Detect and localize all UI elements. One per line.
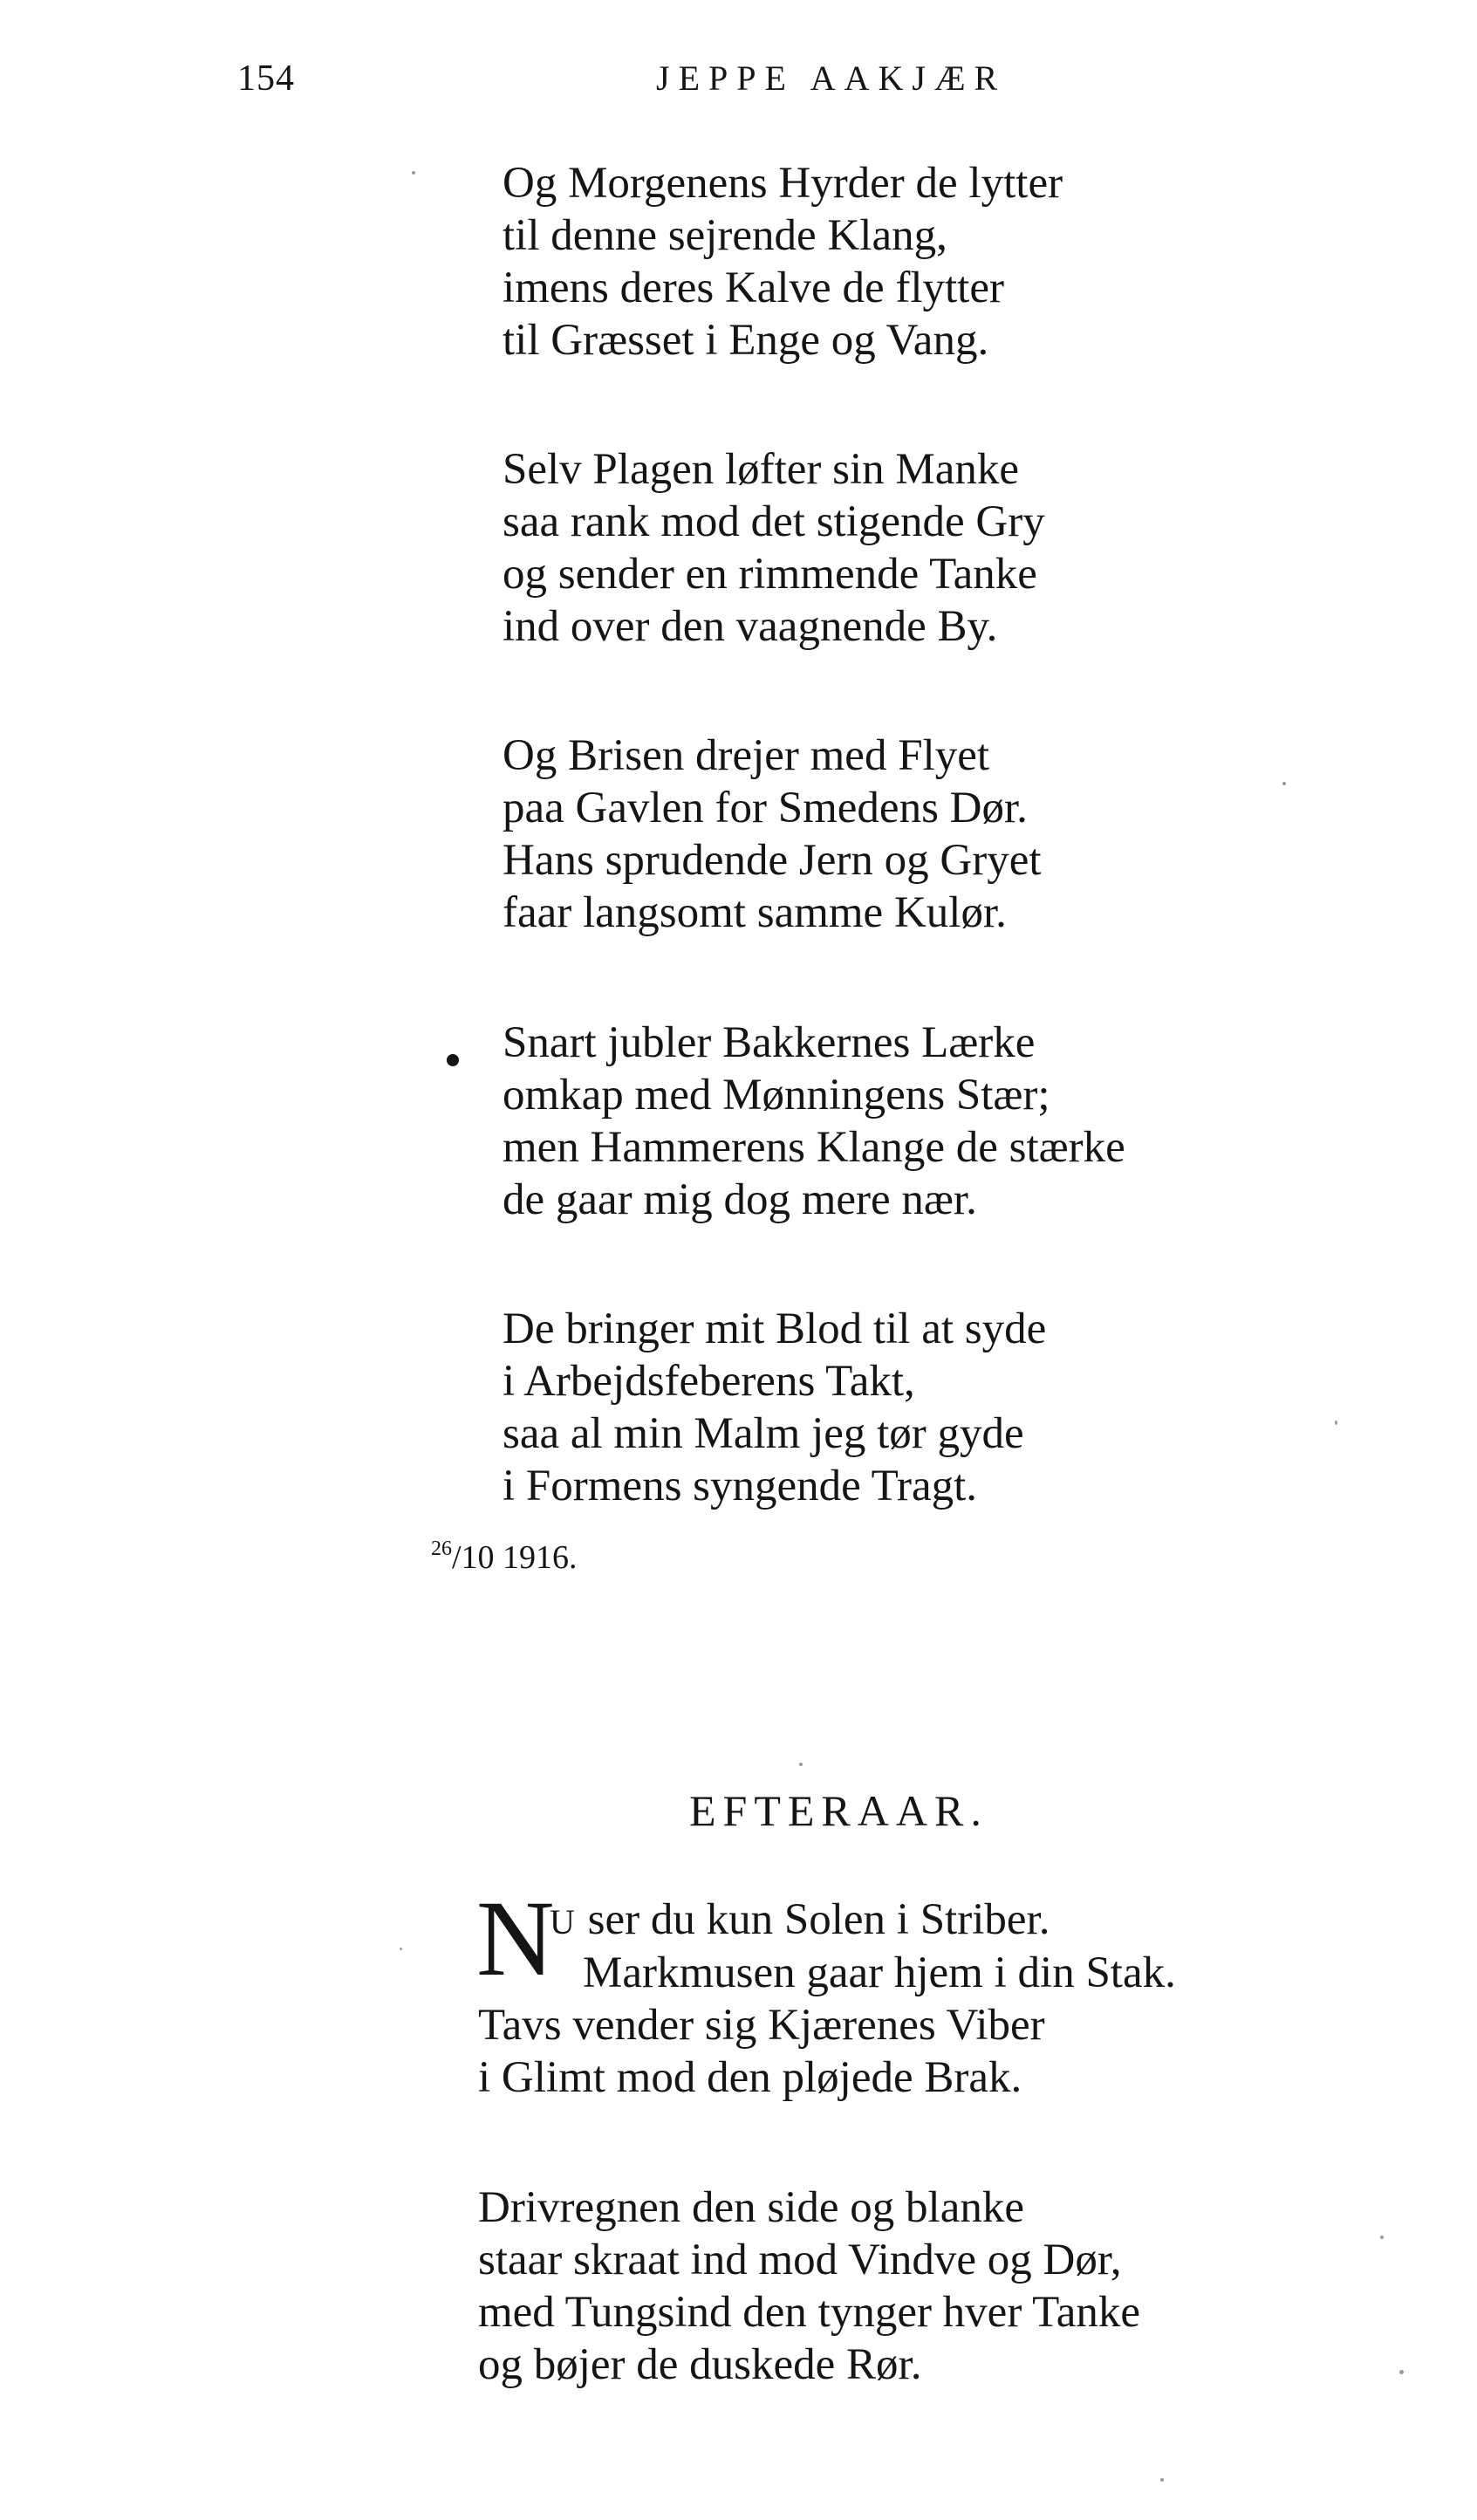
verse-line: i Arbejdsfeberens Takt, <box>503 1357 915 1406</box>
verse-line: Markmusen gaar hjem i din Stak. <box>583 1948 1176 1997</box>
paper-speck <box>1282 782 1286 785</box>
paper-speck <box>412 171 415 175</box>
first-letter-smallcap: U <box>550 1902 577 1941</box>
poem-date <box>431 1537 578 1577</box>
paper-speck <box>799 1763 803 1766</box>
verse-line: Drivregnen den side og blanke <box>478 2183 1024 2232</box>
verse-line: Tavs vender sig Kjærenes Viber <box>478 2001 1045 2050</box>
verse-line: og bøjer de duskede Rør. <box>478 2340 922 2389</box>
paper-speck <box>400 1948 402 1950</box>
margin-mark <box>447 1054 459 1066</box>
page-number: 154 <box>237 58 295 99</box>
verse-line: staar skraat ind mod Vindve og Dør, <box>478 2236 1122 2284</box>
poem1-stanza-5 <box>503 1303 1046 1512</box>
verse-line: Og Brisen drejer med Flyet <box>503 731 990 780</box>
verse-line: Hans sprudende Jern og Gryet <box>503 836 1042 885</box>
date-rest: /10 1916. <box>452 1539 578 1576</box>
verse-line: De bringer mit Blod til at syde <box>503 1305 1047 1353</box>
verse-line: faar langsomt samme Kulør. <box>503 888 1007 937</box>
paper-speck <box>1380 2236 1384 2239</box>
date-day: 26 <box>431 1537 452 1560</box>
paper-speck <box>1160 2478 1164 2482</box>
verse-line: til Græsset i Enge og Vang. <box>503 316 989 365</box>
verse-line: til denne sejrende Klang, <box>503 211 947 260</box>
poem1-stanza-2 <box>503 443 1045 653</box>
poem2-stanza-1-indented <box>583 1947 1176 1999</box>
running-head: JEPPE AAKJÆR <box>656 58 1007 98</box>
first-line-text: ser du kun Solen i Striber. <box>576 1895 1050 1944</box>
verse-line: i Formens syngende Tragt. <box>503 1462 978 1510</box>
paper-speck <box>1399 2370 1404 2374</box>
verse-line: imens deres Kalve de flytter <box>503 264 1004 312</box>
verse-line: paa Gavlen for Smedens Dør. <box>503 784 1028 832</box>
poem2-stanza-2 <box>478 2181 1140 2391</box>
verse-line: Snart jubler Bakkernes Lærke <box>503 1018 1036 1067</box>
poem1-stanza-4 <box>503 1017 1125 1226</box>
poem-title: EFTERAAR. <box>689 1786 988 1835</box>
verse-line: men Hammerens Klange de stærke <box>503 1123 1125 1172</box>
poem2-stanza-1 <box>478 1999 1045 2104</box>
verse-line: omkap med Mønningens Stær; <box>503 1071 1050 1120</box>
verse-line: i Glimt mod den pløjede Brak. <box>478 2053 1022 2102</box>
verse-line: saa rank mod det stigende Gry <box>503 497 1045 546</box>
verse-line: med Tungsind den tynger hver Tanke <box>478 2288 1140 2337</box>
verse-line-first <box>550 1894 1050 1945</box>
verse-line: saa al min Malm jeg tør gyde <box>503 1409 1024 1458</box>
verse-line: Og Morgenens Hyrder de lytter <box>503 159 1063 208</box>
drop-cap: N <box>476 1879 555 1998</box>
paper-speck <box>1335 1421 1337 1425</box>
poem1-stanza-1 <box>503 157 1063 366</box>
verse-line: ind over den vaagnende By. <box>503 602 998 651</box>
verse-line: Selv Plagen løfter sin Manke <box>503 445 1020 494</box>
verse-line: de gaar mig dog mere nær. <box>503 1175 977 1224</box>
verse-line: og sender en rimmende Tanke <box>503 550 1037 599</box>
poem1-stanza-3 <box>503 729 1042 939</box>
